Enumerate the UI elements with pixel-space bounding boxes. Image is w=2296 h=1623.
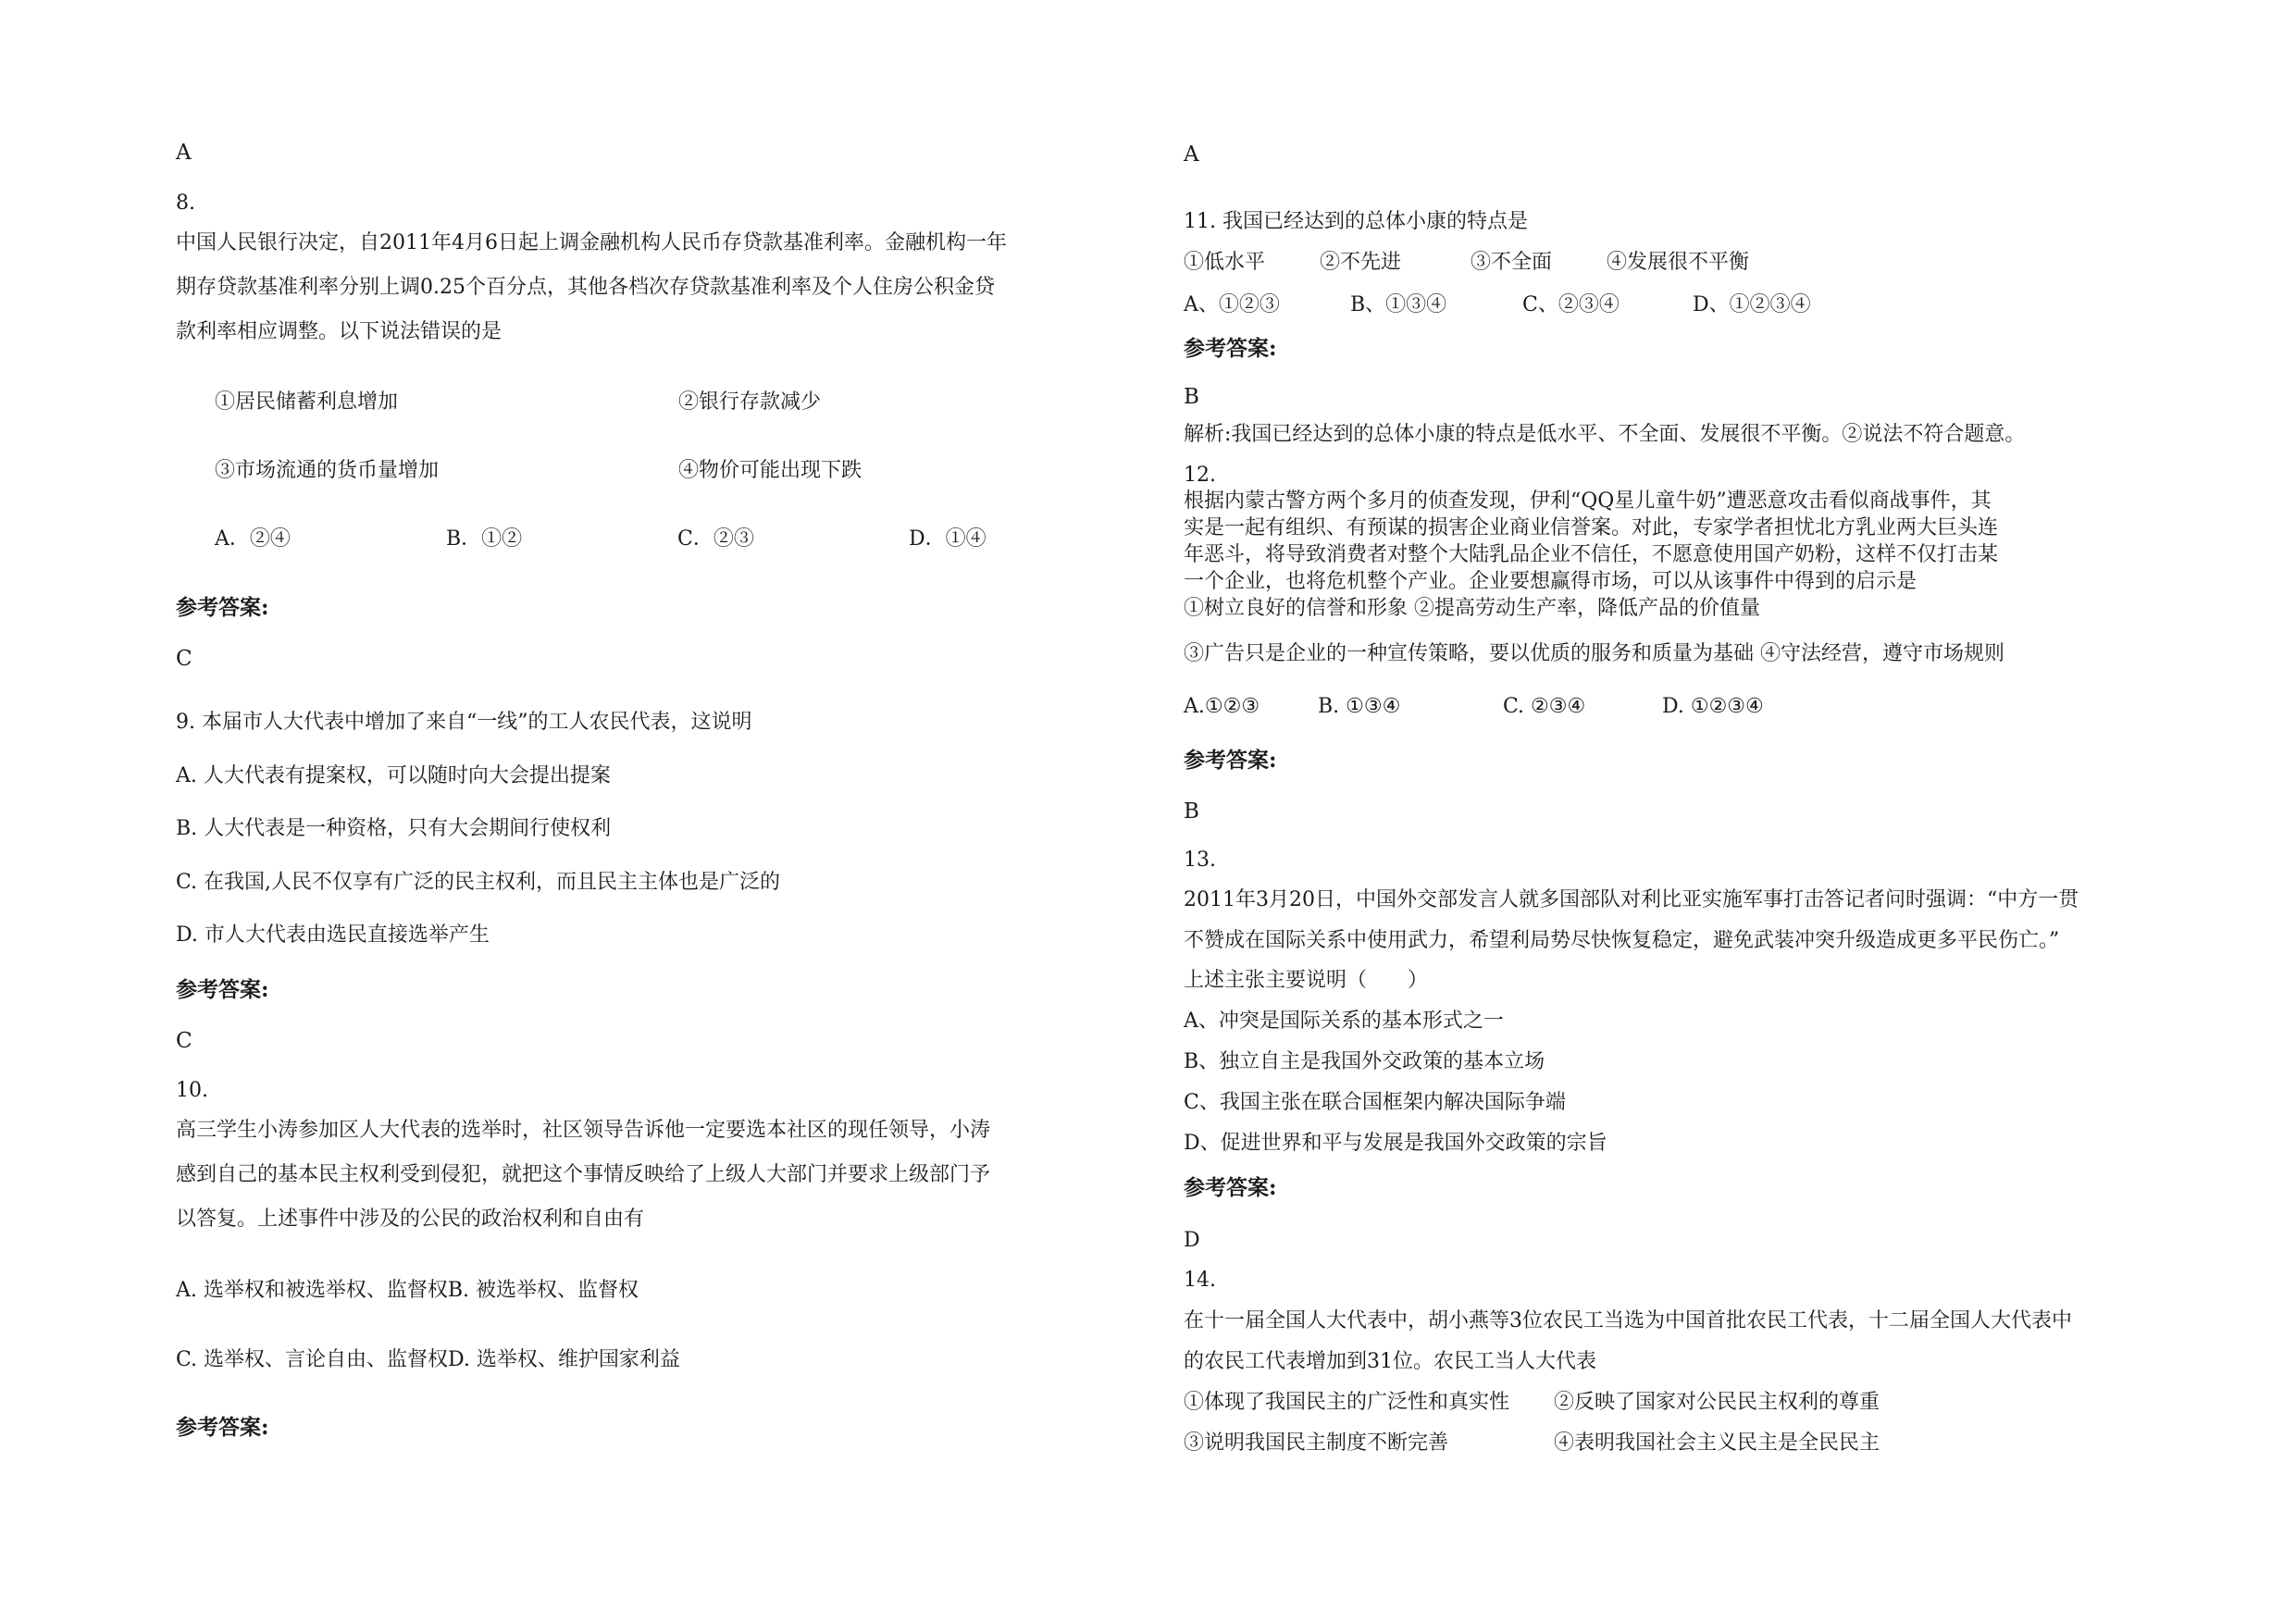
- question-8-item: ③市场流通的货币量增加: [215, 459, 440, 482]
- question-12-line: ①树立良好的信誉和形象 ②提高劳动生产率，降低产品的价值量: [1184, 597, 1760, 620]
- answer-label: 参考答案:: [1184, 1175, 1277, 1200]
- question-12-answer: B: [1184, 799, 1199, 824]
- answer-label: 参考答案:: [1184, 748, 1277, 773]
- answer-label: 参考答案:: [176, 1415, 269, 1440]
- question-13-option-b: B、独立自主是我国外交政策的基本立场: [1184, 1050, 1545, 1073]
- question-8-line: 中国人民银行决定，自2011年4月6日起上调金融机构人民币存贷款基准利率。金融机构一年: [176, 231, 1007, 254]
- question-14-number: 14.: [1184, 1269, 1216, 1292]
- question-11-option-b: B、①③④: [1350, 293, 1447, 316]
- question-8-option-c: C．②③: [677, 527, 754, 551]
- question-14-item: ②反映了国家对公民民主权利的尊重: [1554, 1391, 1880, 1414]
- question-8-item: ②银行存款减少: [678, 390, 822, 414]
- question-14-line: 的农民工代表增加到31位。农民工当人大代表: [1184, 1350, 1596, 1373]
- question-13-option-c: C、我国主张在联合国框架内解决国际争端: [1184, 1091, 1566, 1114]
- question-8-item: ①居民储蓄利息增加: [215, 390, 399, 414]
- answer-label: 参考答案:: [176, 977, 269, 1002]
- question-13-option-d: D、促进世界和平与发展是我国外交政策的宗旨: [1184, 1132, 1607, 1155]
- question-12-number: 12.: [1184, 464, 1216, 487]
- question-8-line: 款利率相应调整。以下说法错误的是: [176, 320, 503, 343]
- previous-answer: A: [1184, 142, 1199, 167]
- question-14-item: ③说明我国民主制度不断完善: [1184, 1431, 1449, 1455]
- question-11-item: ③不全面: [1471, 251, 1553, 274]
- question-10-number: 10.: [176, 1079, 208, 1102]
- question-9-option-d: D. 市人大代表由选民直接选举产生: [176, 923, 490, 947]
- question-8-option-b: B．①②: [446, 527, 523, 551]
- question-10-option-ab: A. 选举权和被选举权、监督权B. 被选举权、监督权: [176, 1279, 639, 1302]
- question-11-option-a: A、①②③: [1184, 293, 1280, 316]
- question-11-analysis: 解析:我国已经达到的总体小康的特点是低水平、不全面、发展很不平衡。②说法不符合题意。: [1184, 423, 2026, 446]
- question-11-option-c: C、②③④: [1522, 293, 1620, 316]
- question-10-line: 感到自己的基本民主权利受到侵犯，就把这个事情反映给了上级人大部门并要求上级部门予: [176, 1163, 991, 1186]
- question-12-line: 根据内蒙古警方两个多月的侦查发现，伊利“QQ星儿童牛奶”遭恶意攻击看似商战事件，其: [1184, 489, 1992, 513]
- question-13-line: 2011年3月20日，中国外交部发言人就多国部队对利比亚实施军事打击答记者问时强调：“中方一贯: [1184, 888, 2079, 911]
- question-12-line: ③广告只是企业的一种宣传策略，要以优质的服务和质量为基础 ④守法经营，遵守市场规则: [1184, 642, 2004, 665]
- question-12-line: 实是一起有组织、有预谋的损害企业商业信誉案。对此，专家学者担忧北方乳业两大巨头连: [1184, 516, 1999, 539]
- question-9-option-c: C. 在我国,人民不仅享有广泛的民主权利，而且民主主体也是广泛的: [176, 871, 781, 894]
- question-13-line: 不赞成在国际关系中使用武力，希望利局势尽快恢复稳定，避免武装冲突升级造成更多平民伤亡。”: [1184, 929, 2060, 952]
- question-14-item: ①体现了我国民主的广泛性和真实性: [1184, 1391, 1510, 1414]
- question-8-answer: C: [176, 647, 192, 671]
- question-14-item: ④表明我国社会主义民主是全民民主: [1554, 1431, 1880, 1455]
- question-12-option-c: C. ②③④: [1503, 695, 1586, 718]
- question-13-option-a: A、冲突是国际关系的基本形式之一: [1184, 1010, 1504, 1033]
- question-11-item: ④发展很不平衡: [1607, 251, 1750, 274]
- previous-answer: A: [176, 141, 192, 165]
- question-8-line: 期存贷款基准利率分别上调0.25个百分点，其他各档次存贷款基准利率及个人住房公积金贷: [176, 276, 995, 299]
- question-11-option-d: D、①②③④: [1693, 293, 1811, 316]
- question-9-option-b: B. 人大代表是一种资格，只有大会期间行使权利: [176, 817, 612, 840]
- question-11-item: ②不先进: [1320, 251, 1402, 274]
- question-12-option-a: A.①②③: [1184, 695, 1260, 718]
- question-12-line: 一个企业，也将危机整个产业。企业要想赢得市场，可以从该事件中得到的启示是: [1184, 570, 1917, 593]
- question-11-item: ①低水平: [1184, 251, 1266, 274]
- question-11-answer: B: [1184, 385, 1199, 409]
- question-8-number: 8.: [176, 192, 195, 215]
- question-9-option-a: A. 人大代表有提案权，可以随时向大会提出提案: [176, 764, 611, 787]
- question-13-line: 上述主张主要说明（ ）: [1184, 969, 1429, 992]
- answer-label: 参考答案:: [176, 595, 269, 620]
- question-12-line: 年恶斗，将导致消费者对整个大陆乳品企业不信任，不愿意使用国产奶粉，这样不仅打击某: [1184, 543, 1999, 566]
- question-14-line: 在十一届全国人大代表中，胡小燕等3位农民工当选为中国首批农民工代表，十二届全国人大代表中: [1184, 1309, 2073, 1332]
- question-10-line: 以答复。上述事件中涉及的公民的政治权利和自由有: [176, 1208, 645, 1231]
- question-13-answer: D: [1184, 1229, 1200, 1252]
- question-9-answer: C: [176, 1029, 192, 1053]
- question-8-option-a: A．②④: [215, 527, 291, 551]
- question-12-option-d: D. ①②③④: [1662, 695, 1764, 718]
- question-8-item: ④物价可能出现下跌: [678, 459, 863, 482]
- question-13-number: 13.: [1184, 849, 1216, 872]
- answer-label: 参考答案:: [1184, 336, 1277, 361]
- question-8-option-d: D．①④: [909, 527, 987, 551]
- question-11-stem: 11. 我国已经达到的总体小康的特点是: [1184, 210, 1528, 233]
- question-9-stem: 9. 本届市人大代表中增加了来自“一线”的工人农民代表，这说明: [176, 711, 752, 734]
- question-12-option-b: B. ①③④: [1318, 695, 1401, 718]
- question-10-option-cd: C. 选举权、言论自由、监督权D. 选举权、维护国家利益: [176, 1348, 680, 1371]
- question-10-line: 高三学生小涛参加区人大代表的选举时，社区领导告诉他一定要选本社区的现任领导，小涛: [176, 1119, 991, 1142]
